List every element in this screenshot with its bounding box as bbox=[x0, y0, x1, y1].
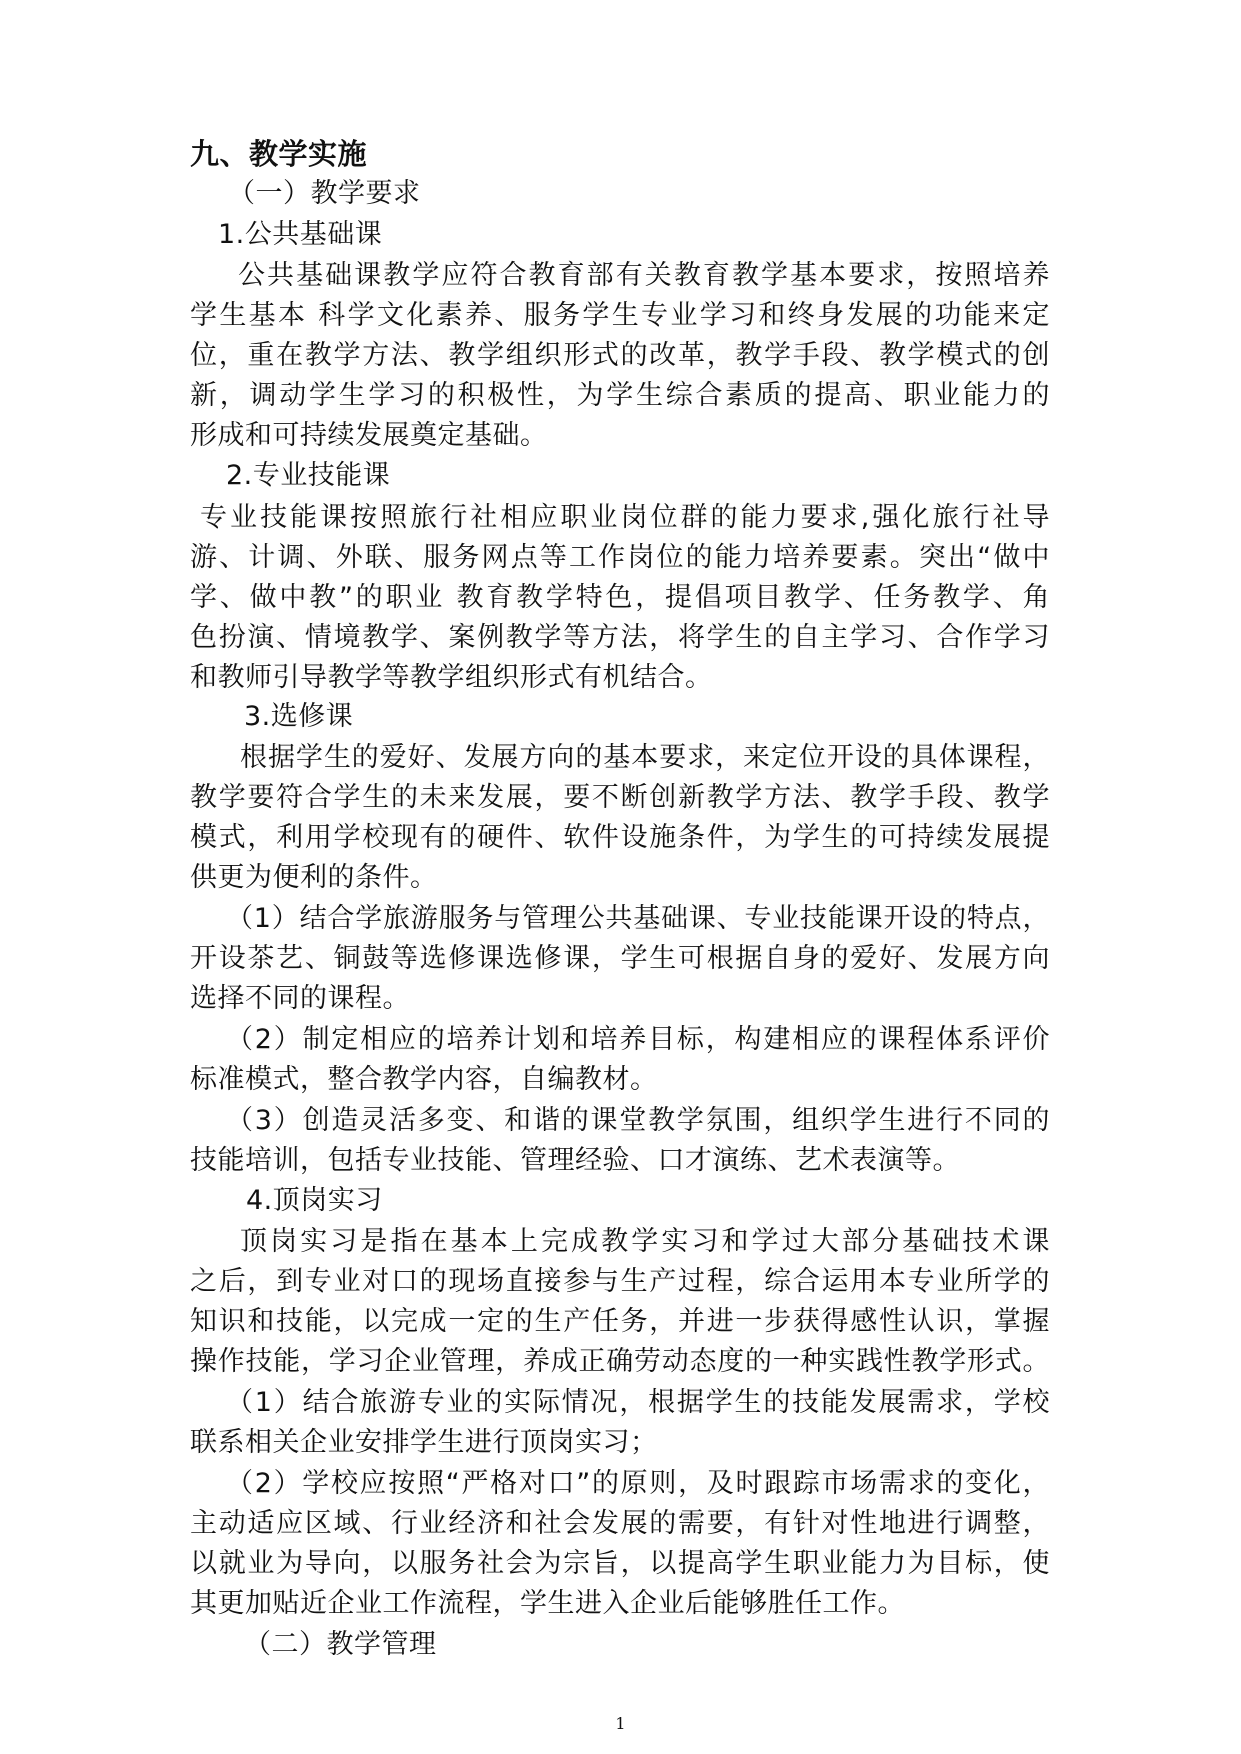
paragraph-line: 教学要符合学生的未来发展，要不断创新教学方法、教学手段、教学 bbox=[190, 782, 1050, 813]
section-title: 九、教学实施 bbox=[190, 137, 368, 171]
page-number: 1 bbox=[615, 1714, 626, 1733]
subsection-heading-teaching-management: （二）教学管理 bbox=[244, 1629, 437, 1660]
list-item-line: 联系相关企业安排学生进行顶岗实习； bbox=[190, 1427, 658, 1458]
paragraph-line: 专业技能课按照旅行社相应职业岗位群的能力要求,强化旅行社导 bbox=[200, 502, 1050, 533]
paragraph-line: 顶岗实习是指在基本上完成教学实习和学过大部分基础技术课 bbox=[240, 1226, 1050, 1257]
heading-internship: 4.顶岗实习 bbox=[246, 1185, 383, 1216]
list-item-line: （1）结合学旅游服务与管理公共基础课、专业技能课开设的特点， bbox=[226, 903, 1050, 934]
paragraph-line: 供更为便利的条件。 bbox=[190, 862, 438, 893]
list-item-line: 开设茶艺、铜鼓等选修课选修课，学生可根据自身的爱好、发展方向 bbox=[190, 943, 1050, 974]
list-item-line: 以就业为导向，以服务社会为宗旨，以提高学生职业能力为目标，使 bbox=[190, 1548, 1050, 1579]
paragraph-line: 形成和可持续发展奠定基础。 bbox=[190, 420, 548, 451]
paragraph-line: 知识和技能，以完成一定的生产任务，并进一步获得感性认识，掌握 bbox=[190, 1306, 1050, 1337]
paragraph-line: 学生基本 科学文化素养、服务学生专业学习和终身发展的功能来定 bbox=[190, 300, 1050, 331]
paragraph-line: 学、做中教”的职业 教育教学特色，提倡项目教学、任务教学、角 bbox=[190, 582, 1050, 613]
list-item-line: 其更加贴近企业工作流程，学生进入企业后能够胜任工作。 bbox=[190, 1588, 905, 1619]
paragraph-line: 和教师引导教学等教学组织形式有机结合。 bbox=[190, 662, 713, 693]
list-item-line: 主动适应区域、行业经济和社会发展的需要，有针对性地进行调整， bbox=[190, 1508, 1050, 1539]
paragraph-line: 根据学生的爱好、发展方向的基本要求，来定位开设的具体课程， bbox=[240, 742, 1050, 773]
list-item-line: （2）学校应按照“严格对口”的原则，及时跟踪市场需求的变化， bbox=[226, 1468, 1050, 1499]
paragraph-line: 操作技能，学习企业管理，养成正确劳动态度的一种实践性教学形式。 bbox=[190, 1346, 1050, 1377]
list-item-line: 技能培训，包括专业技能、管理经验、口才演练、艺术表演等。 bbox=[190, 1145, 960, 1176]
paragraph-line: 公共基础课教学应符合教育部有关教育教学基本要求，按照培养 bbox=[238, 260, 1050, 291]
paragraph-line: 位，重在教学方法、教学组织形式的改革，教学手段、教学模式的创 bbox=[190, 340, 1050, 371]
heading-elective-courses: 3.选修课 bbox=[244, 701, 354, 732]
list-item-line: （1）结合旅游专业的实际情况，根据学生的技能发展需求，学校 bbox=[226, 1387, 1050, 1418]
heading-professional-skill-courses: 2.专业技能课 bbox=[226, 460, 391, 491]
paragraph-line: 色扮演、情境教学、案例教学等方法，将学生的自主学习、合作学习 bbox=[190, 622, 1050, 653]
subsection-heading-teaching-requirements: （一）教学要求 bbox=[228, 178, 421, 209]
list-item-line: （3）创造灵活多变、和谐的课堂教学氛围，组织学生进行不同的 bbox=[226, 1105, 1050, 1136]
paragraph-line: 游、计调、外联、服务网点等工作岗位的能力培养要素。突出“做中 bbox=[190, 542, 1050, 573]
paragraph-line: 之后，到专业对口的现场直接参与生产过程，综合运用本专业所学的 bbox=[190, 1266, 1050, 1297]
paragraph-line: 模式，利用学校现有的硬件、软件设施条件，为学生的可持续发展提 bbox=[190, 822, 1050, 853]
list-item-line: （2）制定相应的培养计划和培养目标，构建相应的课程体系评价 bbox=[226, 1024, 1050, 1055]
paragraph-line: 新，调动学生学习的积极性，为学生综合素质的提高、职业能力的 bbox=[190, 380, 1050, 411]
list-item-line: 标准模式，整合教学内容，自编教材。 bbox=[190, 1064, 658, 1095]
list-item-line: 选择不同的课程。 bbox=[190, 983, 410, 1014]
heading-public-basic-courses: 1.公共基础课 bbox=[218, 219, 383, 250]
